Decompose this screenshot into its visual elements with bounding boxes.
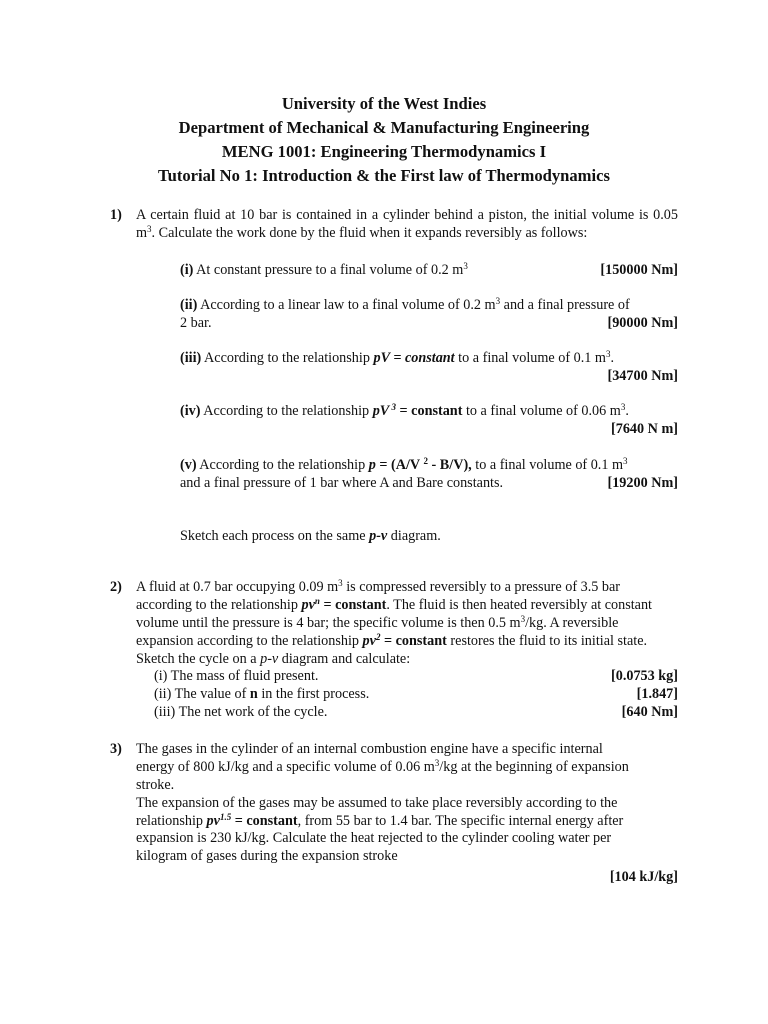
q1-part-iv: (iv) According to the relationship pV $^3$ = constant to a final volume of 0.06 $m^3$. [7640 N m] (180, 402, 678, 437)
q2-item-ii: (ii) The value of n in the first process. [1.847] (154, 686, 678, 703)
answer: [90000 Nm] (607, 314, 678, 331)
course-title: MENG 1001: Engineering Thermodynamics I (221, 142, 547, 161)
question-3 (110, 741, 678, 887)
question-number: 2) (110, 579, 122, 595)
document-header (0, 92, 768, 188)
answer: [34700 Nm] (607, 367, 678, 384)
question-1 (110, 207, 678, 243)
answer: [19200 Nm] (607, 474, 678, 491)
q1-part-ii: (ii) According to a linear law to a final volume of 0.2 $m^3$ and a final pressure of 2 bar. [90000 Nm] (180, 296, 678, 331)
q2-item-iii: (iii) The net work of the cycle. [640 Nm] (154, 704, 678, 721)
university-title: University of the West Indies (281, 94, 487, 113)
q1-sketch-instruction: Sketch each process on the same p-v diagram. (180, 528, 441, 544)
question-2 (110, 578, 678, 722)
question-number: 3) (110, 741, 122, 757)
q1-part-iii: (iii) According to the relationship pV = constant to a final volume of 0.1 $m^3$. [34700 Nm] (180, 349, 678, 384)
question-number: 1) (110, 207, 122, 223)
q2-item-i: (i) The mass of fluid present. [0.0753 kg] (154, 668, 678, 685)
q1-part-v: (v) According to the relationship p = (A/V $^2$ - B/V), to a final volume of 0.1 $m^3$ and a final pressure of 1 bar where A and Bare constants. [19200 Nm] (180, 456, 678, 491)
question-1-intro: A certain fluid at 10 bar is contained in a cylinder behind a piston, the initial volume is 0.05 $m^3$. Calculate the work done by the fluid when it expands reversibly as follows: (136, 207, 678, 241)
q1-part-i: (i) At constant pressure to a final volume of 0.2 $m^3$ [150000 Nm] (180, 261, 678, 278)
answer: [7640 N m] (611, 420, 678, 437)
answer: [640 Nm] (621, 704, 678, 721)
question-3-body: The gases in the cylinder of an internal combustion engine have a specific internal energy of 800 kJ/kg and a specific volume of 0.06 $m^3/kg$ at the beginning of expansion stroke. The expansion of the gases may be assumed to take place reversibly according to the relationship $pv^{1.5}$ = constant, from 55 bar to 1.4 bar. The specific internal energy after expansion is 230 kJ/kg. Calculate the heat rejected to the cylinder cooling water per kilogram of gases during the expansion stroke [104 kJ/kg] (136, 741, 678, 886)
question-2-body: A fluid at 0.7 bar occupying 0.09 $m^3$ is compressed reversibly to a pressure of 3.5 bar according to the relationship $pv^n$ = constant. The fluid is then heated reversibly at constant volume until the pressure is 4 bar; the specific volume is then 0.5 $m^3/kg$. A reversible expansion according to the relationship $pv^2$ = constant restores the fluid to its initial state. Sketch the cycle on a p-v diagram and calculate: (i) The mass of fluid present. [0.0753 kg] (ii) The value of n in the first process. [1.847] (iii) The net work of the cycle. [640 Nm] (136, 578, 678, 721)
answer: [150000 Nm] (600, 262, 678, 278)
answer: [104 kJ/kg] (609, 869, 678, 886)
answer: [1.847] (636, 686, 678, 703)
tutorial-title: Tutorial No 1: Introduction & the First law of Thermodynamics (158, 166, 610, 185)
department-title: Department of Mechanical & Manufacturing Engineering (178, 118, 590, 137)
answer: [0.0753 kg] (611, 668, 678, 685)
